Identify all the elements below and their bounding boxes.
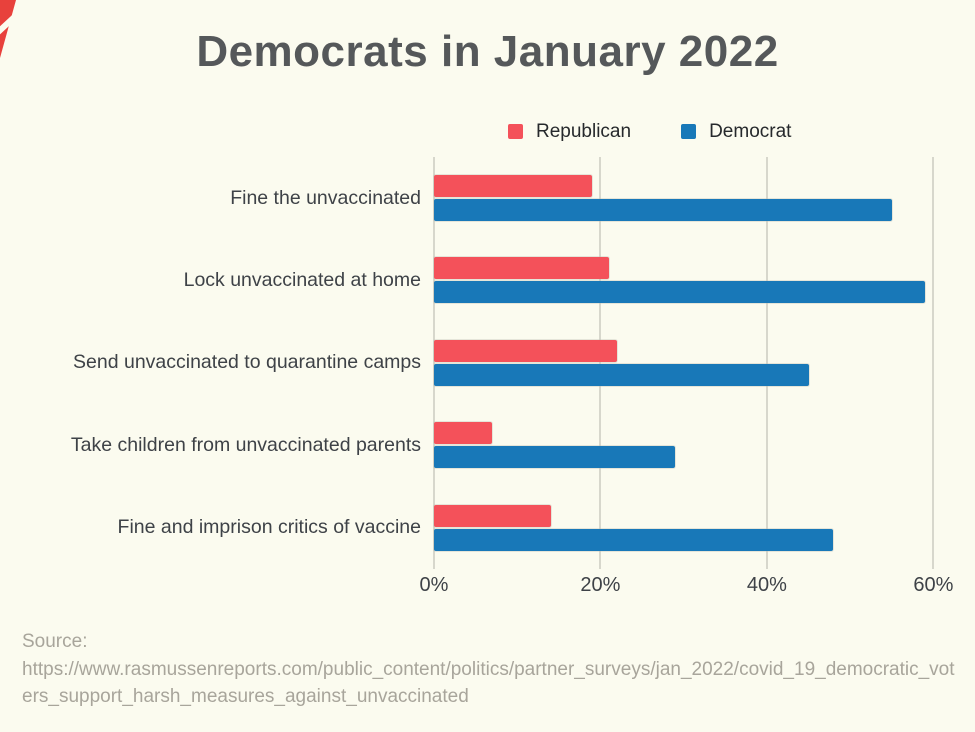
bar-group bbox=[434, 340, 950, 386]
bar-group bbox=[434, 175, 950, 221]
category-label: Fine the unvaccinated bbox=[230, 186, 421, 209]
legend-label-republican: Republican bbox=[536, 120, 632, 142]
bar-democrat bbox=[434, 446, 675, 468]
x-axis bbox=[419, 573, 954, 602]
chart-row bbox=[0, 486, 975, 568]
chart-title: Democrats in January 2022 bbox=[196, 27, 779, 76]
bar-group bbox=[434, 505, 950, 551]
corner-fold-icon bbox=[0, 0, 20, 60]
bar-republican bbox=[434, 340, 617, 362]
chart-row bbox=[0, 404, 975, 486]
category-label: Send unvaccinated to quarantine camps bbox=[73, 351, 421, 374]
chart-row bbox=[0, 157, 975, 239]
bar-democrat bbox=[434, 199, 892, 221]
bar-republican bbox=[434, 505, 551, 527]
category-label: Lock unvaccinated at home bbox=[183, 268, 421, 291]
source-label: Source: bbox=[22, 631, 88, 652]
source-url: https://www.rasmussenreports.com/public_content/politics/partner_surveys/jan_2022/covid_19_democratic_voters_support_harsh_measures_against_unvaccinated bbox=[22, 658, 955, 708]
x-tick-label: 0% bbox=[419, 573, 449, 596]
democrat-swatch-icon bbox=[681, 124, 696, 139]
bar-democrat bbox=[434, 364, 809, 386]
republican-swatch-icon bbox=[508, 124, 523, 139]
x-tick-label: 20% bbox=[580, 573, 621, 596]
x-tick-label: 40% bbox=[746, 573, 787, 596]
bar-republican bbox=[434, 175, 592, 197]
legend-item-republican bbox=[508, 121, 631, 143]
chart-row bbox=[0, 322, 975, 404]
bar-group bbox=[434, 257, 950, 303]
source-note bbox=[22, 628, 964, 711]
legend bbox=[508, 121, 975, 143]
bar-chart bbox=[0, 157, 975, 569]
bar-group bbox=[434, 422, 950, 468]
category-label: Take children from unvaccinated parents bbox=[70, 433, 421, 456]
bar-democrat bbox=[434, 281, 925, 303]
legend-item-democrat bbox=[681, 121, 791, 143]
chart-row bbox=[0, 239, 975, 321]
bar-republican bbox=[434, 422, 492, 444]
bar-republican bbox=[434, 257, 609, 279]
x-tick-label: 60% bbox=[913, 573, 954, 596]
bar-democrat bbox=[434, 529, 833, 551]
category-label: Fine and imprison critics of vaccine bbox=[117, 516, 421, 539]
legend-label-democrat: Democrat bbox=[709, 120, 792, 142]
chart-rows bbox=[0, 157, 975, 569]
